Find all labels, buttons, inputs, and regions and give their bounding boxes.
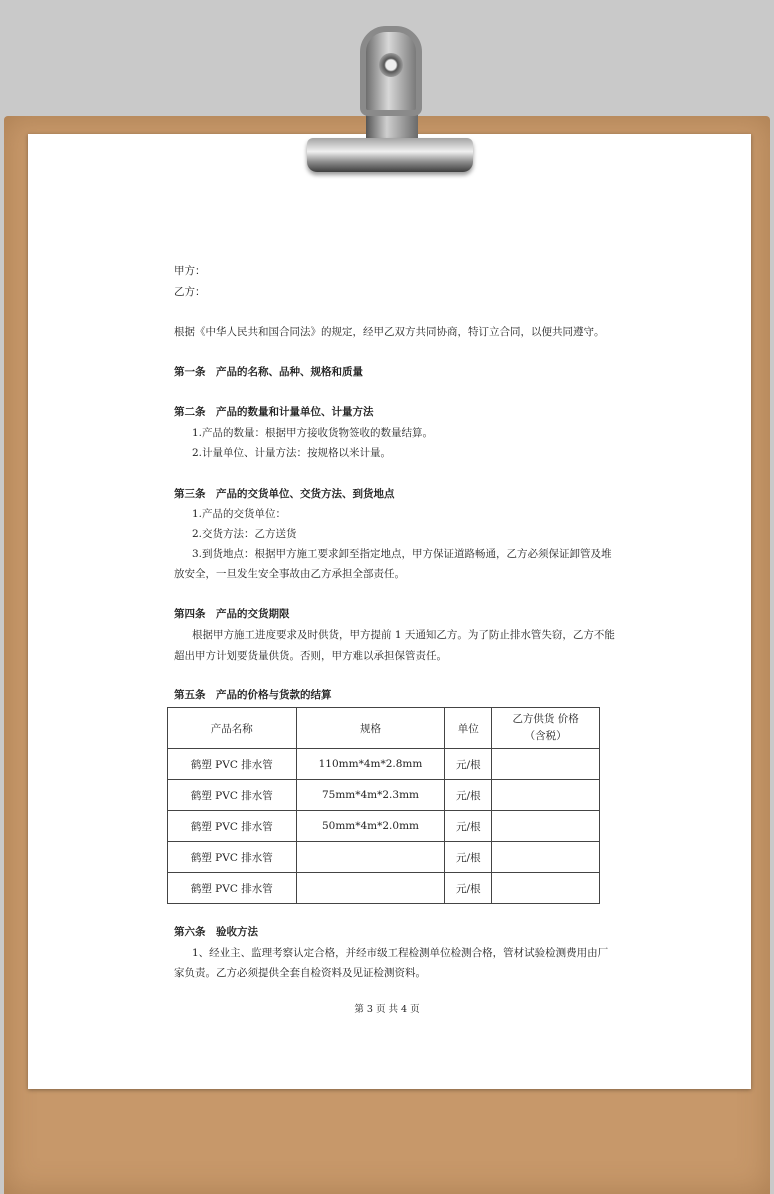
cell-unit: 元/根 [445,780,492,811]
cell-price [492,780,600,811]
table-row [168,811,600,842]
table-row [168,749,600,780]
article-4-text: 根据甲方施工进度要求及时供货，甲方提前 1 天通知乙方。为了防止排水管失窃，乙方不能 [192,629,615,641]
article-2-item-1: 1.产品的数量：根据甲方接收货物签收的数量结算。 [192,427,434,439]
table-header-row [168,708,600,749]
article-5-title: 第五条 产品的价格与货款的结算 [174,689,332,701]
cell-product: 鹤塑 PVC 排水管 [168,780,297,811]
cell-unit: 元/根 [445,749,492,780]
header-unit: 单位 [445,708,492,749]
table-row [168,842,600,873]
binder-clip-icon [307,138,473,172]
cell-spec: 50mm*4m*2.0mm [296,811,445,842]
article-2-item-2: 2.计量单位、计量方法：按规格以米计量。 [192,447,392,459]
table-row [168,873,600,904]
article-2-title: 第二条 产品的数量和计量单位、计量方法 [174,406,374,418]
party-a-label: 甲方： [174,265,206,277]
cell-spec [296,873,445,904]
article-4-text-cont: 超出甲方计划要货量供货。否则，甲方难以承担保管责任。 [174,650,447,662]
cell-product: 鹤塑 PVC 排水管 [168,873,297,904]
price-table [167,707,600,904]
table-row [168,780,600,811]
cell-product: 鹤塑 PVC 排水管 [168,811,297,842]
cell-spec: 75mm*4m*2.3mm [296,780,445,811]
cell-spec [296,842,445,873]
article-3-title: 第三条 产品的交货单位、交货方法、到货地点 [174,488,395,500]
article-6-text-cont: 家负责。乙方必须提供全套自检资料及见证检测资料。 [174,967,426,979]
cell-price [492,873,600,904]
header-spec: 规格 [296,708,445,749]
article-3-item-3: 3.到货地点：根据甲方施工要求卸至指定地点，甲方保证道路畅通，乙方必须保证卸管及堆 [192,548,612,560]
article-6-title: 第六条 验收方法 [174,926,258,938]
cell-unit: 元/根 [445,811,492,842]
cell-price [492,749,600,780]
cell-unit: 元/根 [445,842,492,873]
header-price: 乙方供货 价格（含税） [492,708,600,749]
cell-spec: 110mm*4m*2.8mm [296,749,445,780]
page-number: 第 3 页 共 4 页 [354,1004,420,1015]
clip-rivet-icon [379,53,403,77]
cell-product: 鹤塑 PVC 排水管 [168,842,297,873]
cell-product: 鹤塑 PVC 排水管 [168,749,297,780]
article-4-title: 第四条 产品的交货期限 [174,608,290,620]
cell-price [492,842,600,873]
article-3-item-3-cont: 放安全，一旦发生安全事故由乙方承担全部责任。 [174,568,405,580]
article-1-title: 第一条 产品的名称、品种、规格和质量 [174,366,363,378]
article-6-text: 1、经业主、监理考察认定合格，并经市级工程检测单位检测合格，管材试验检测费用由厂 [192,947,609,959]
article-3-item-1: 1.产品的交货单位： [192,508,287,520]
cell-unit: 元/根 [445,873,492,904]
cell-price [492,811,600,842]
preamble: 根据《中华人民共和国合同法》的规定，经甲乙双方共同协商，特订立合同，以便共同遵守。 [174,326,605,338]
header-product-name: 产品名称 [168,708,297,749]
party-b-label: 乙方： [174,286,206,298]
article-3-item-2: 2.交货方法：乙方送货 [192,528,297,540]
